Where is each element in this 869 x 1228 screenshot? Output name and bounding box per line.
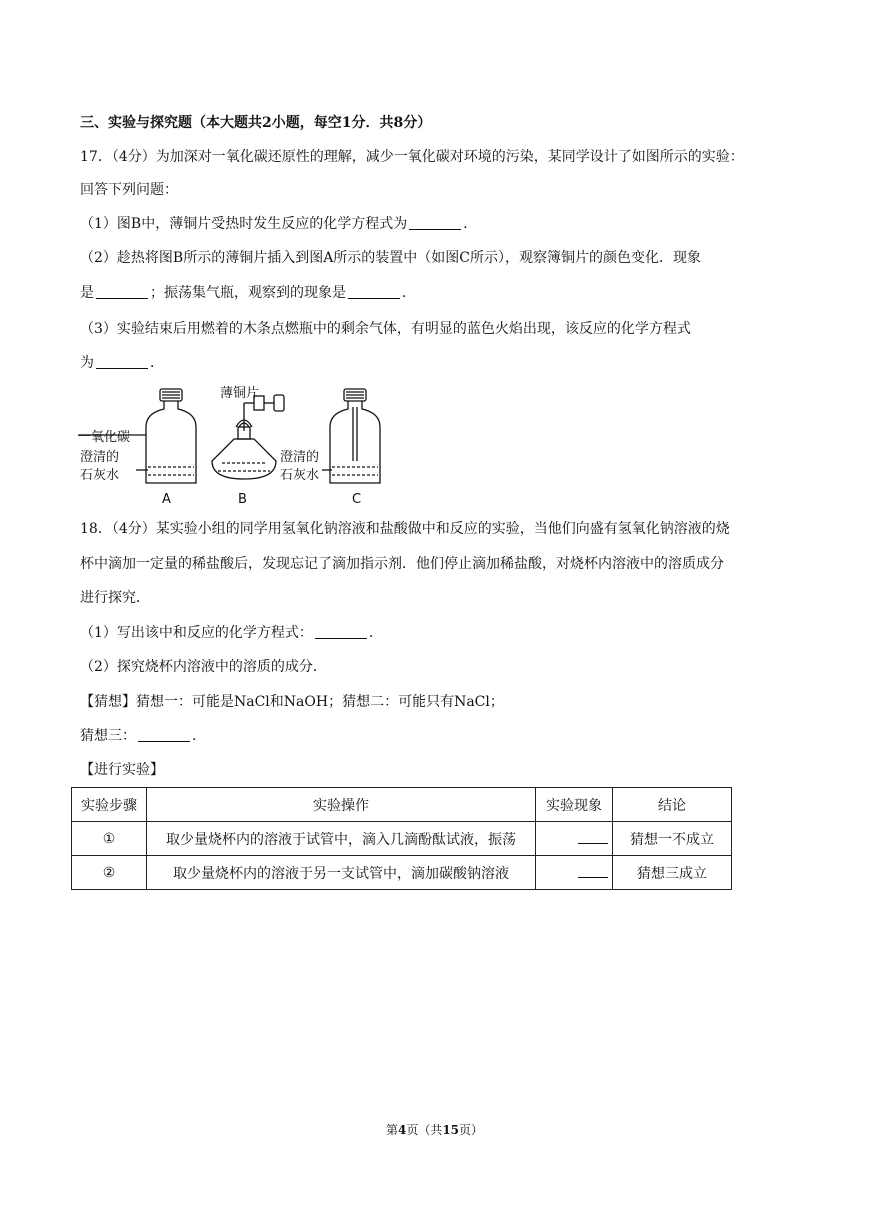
q17-part2-text-b: ；振荡集气瓶，观察到的现象是 xyxy=(150,285,346,301)
footer-page-number: 4 xyxy=(397,1123,407,1137)
row1-step: ① xyxy=(72,822,147,856)
apparatus-figure xyxy=(76,383,416,511)
table-row xyxy=(72,822,732,856)
answer-blank xyxy=(578,863,608,878)
q18-text-line1: 18．（4分）某实验小组的同学用氢氧化钠溶液和盐酸做中和反应的实验，当他们向盛有氢氧化钠溶液的烧 xyxy=(80,521,730,537)
label-limewater-c-line1: 澄清的 xyxy=(280,450,320,465)
label-c: C xyxy=(352,492,362,507)
q18-text-line2: 杯中滴加一定量的稀盐酸后，发现忘记了滴加指示剂．他们停止滴加稀盐酸，对烧杯内溶液中的溶质成分 xyxy=(80,556,724,572)
row1-phenomenon xyxy=(536,822,613,856)
q17-part2-text-a: 是 xyxy=(80,285,94,301)
q17-part3-text: 为 xyxy=(80,355,94,371)
label-b: B xyxy=(238,492,247,507)
answer-blank xyxy=(348,284,400,299)
row1-operation: 取少量烧杯内的溶液于试管中，滴入几滴酚酞试液，振荡 xyxy=(147,822,536,856)
label-copper-sheet: 薄铜片 xyxy=(220,386,260,401)
footer-total-pages: 15 xyxy=(442,1123,460,1137)
label-a: A xyxy=(162,492,171,507)
q17-part3-end: ． xyxy=(150,355,164,371)
q17-part2-line2 xyxy=(80,283,416,303)
answer-blank xyxy=(96,354,148,369)
q18-text-line3: 进行探究． xyxy=(80,590,150,606)
q17-part1-text: （1）图B中，薄铜片受热时发生反应的化学方程式为 xyxy=(80,216,408,232)
q17-part3-line2 xyxy=(80,353,164,373)
header-operation: 实验操作 xyxy=(147,788,536,822)
answer-blank xyxy=(138,727,190,742)
answer-blank xyxy=(578,829,608,844)
q18-guess3-text: 猜想三： xyxy=(80,728,136,744)
footer-mid: 页（共 xyxy=(406,1123,443,1137)
header-phenomenon: 实验现象 xyxy=(536,788,613,822)
q18-part1 xyxy=(80,623,383,643)
q17-text-line2: 回答下列问题： xyxy=(80,182,178,198)
q18-experiment-heading: 【进行实验】 xyxy=(80,762,164,778)
answer-blank xyxy=(96,284,148,299)
label-limewater-a-line2: 石灰水 xyxy=(80,468,120,483)
bottle-c-icon xyxy=(322,389,380,483)
q17-part2-line1: （2）趁热将图B所示的薄铜片插入到图A所示的装置中（如图C所示），观察簿铜片的颜色变化．现象 xyxy=(80,250,702,266)
footer-post: 页） xyxy=(459,1123,484,1137)
row2-phenomenon xyxy=(536,856,613,890)
q17-part3-line1: （3）实验结束后用燃着的木条点燃瓶中的剩余气体，有明显的蓝色火焰出现，该反应的化学方程式 xyxy=(80,321,691,337)
q17-part1-end: ． xyxy=(463,216,478,232)
q18-guess-line: 【猜想】猜想一：可能是NaCl和NaOH；猜想二：可能只有NaCl； xyxy=(80,694,504,710)
row2-operation: 取少量烧杯内的溶液于另一支试管中，滴加碳酸钠溶液 xyxy=(147,856,536,890)
row2-step: ② xyxy=(72,856,147,890)
q18-part1-text: （1）写出该中和反应的化学方程式： xyxy=(80,625,313,641)
q18-guess3 xyxy=(80,726,206,746)
section-title: 三、实验与探究题（本大题共2小题，每空1分．共8分） xyxy=(80,115,432,131)
row1-conclusion: 猜想一不成立 xyxy=(613,822,732,856)
answer-blank xyxy=(409,215,461,230)
header-conclusion: 结论 xyxy=(613,788,732,822)
q18-part1-end: ． xyxy=(368,625,383,641)
footer-pre: 第 xyxy=(385,1123,398,1137)
experiment-table xyxy=(71,787,732,890)
label-limewater-c-line2: 石灰水 xyxy=(280,468,320,483)
answer-blank xyxy=(315,624,367,639)
table-row xyxy=(72,856,732,890)
q18-part2: （2）探究烧杯内溶液中的溶质的成分． xyxy=(80,659,327,675)
header-step: 实验步骤 xyxy=(72,788,147,822)
label-carbon-monoxide: 一氧化碳 xyxy=(78,430,131,445)
label-limewater-a-line1: 澄清的 xyxy=(80,450,120,465)
alcohol-lamp-icon xyxy=(212,395,284,479)
q17-part2-end: ． xyxy=(402,285,416,301)
q17-text-line1: 17．（4分）为加深对一氧化碳还原性的理解，减少一氧化碳对环境的污染，某同学设计了如图所示的实验： xyxy=(80,149,744,165)
q18-guess3-end: ． xyxy=(192,728,206,744)
page-footer xyxy=(0,1121,869,1138)
q17-part1 xyxy=(80,214,477,234)
table-header-row xyxy=(72,788,732,822)
row2-conclusion: 猜想三成立 xyxy=(613,856,732,890)
